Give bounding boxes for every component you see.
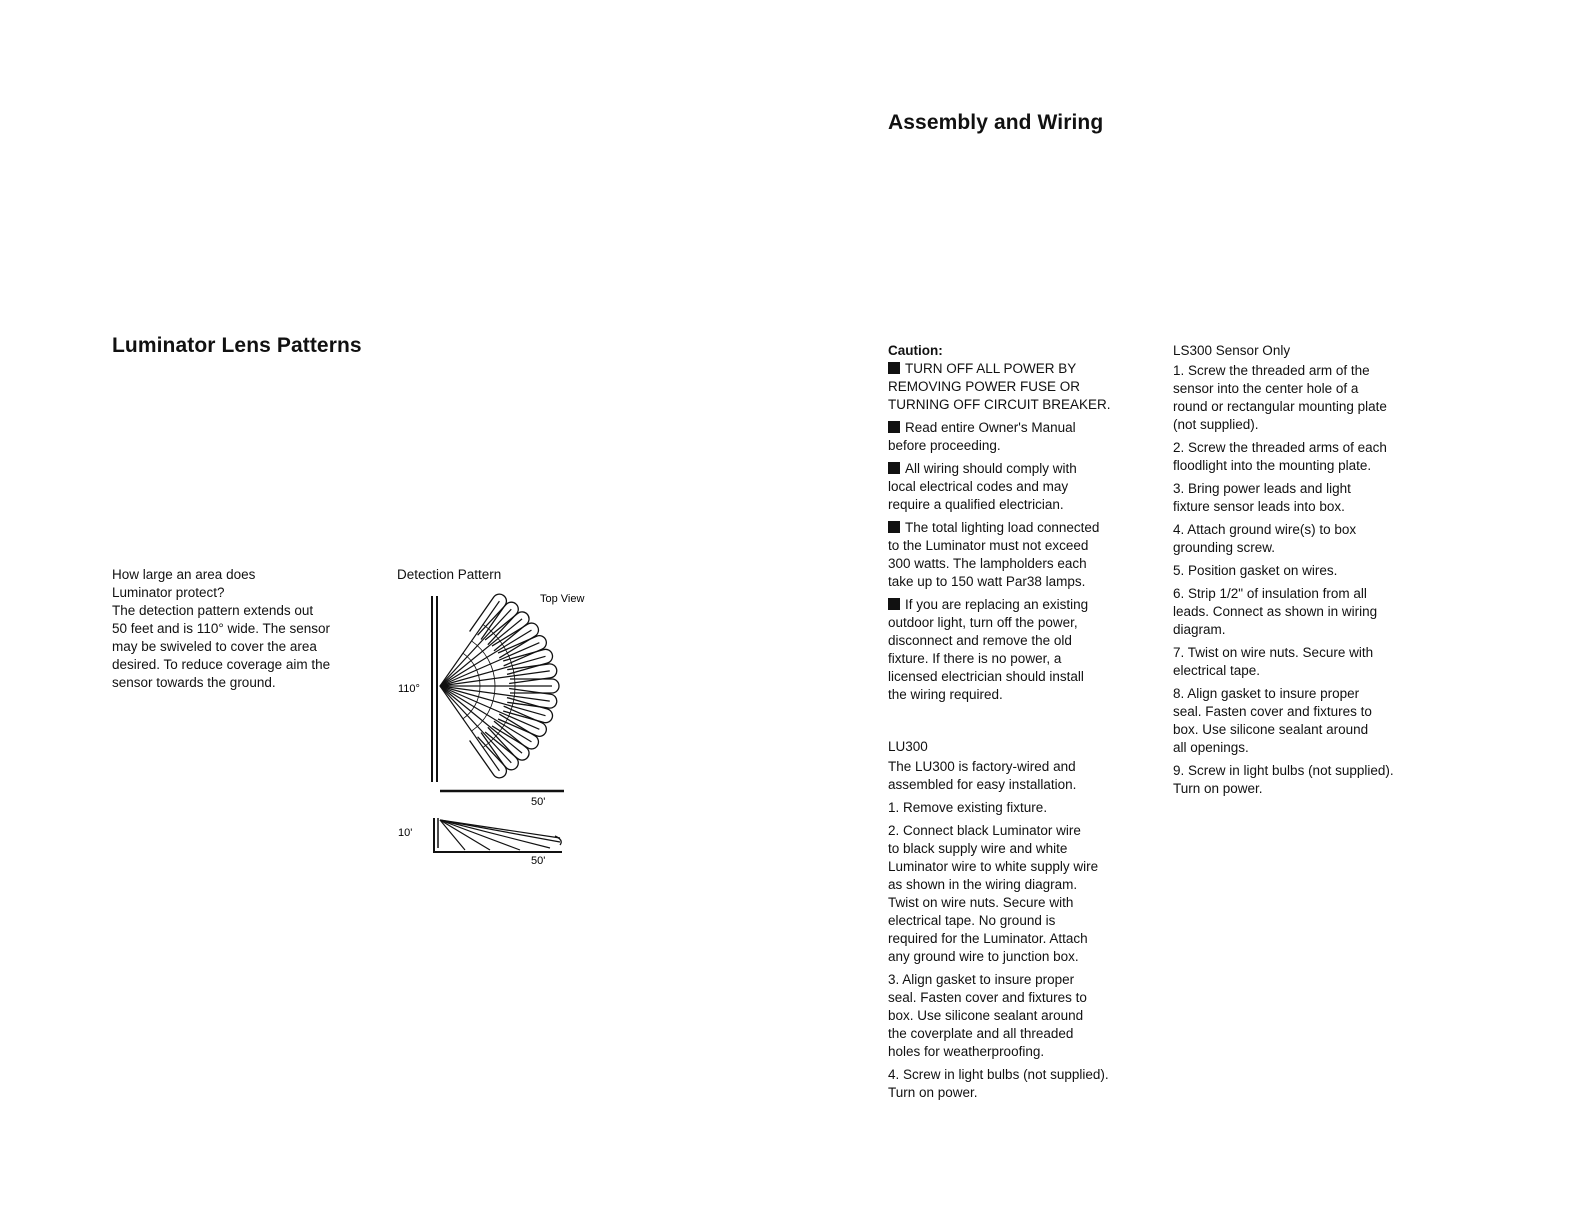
intro-question-line: How large an area does: [112, 567, 256, 582]
detection-beam: [440, 609, 511, 686]
detection-beam: [440, 686, 511, 763]
side-view-fan: [440, 820, 561, 850]
intro-body-line: sensor towards the ground.: [112, 675, 276, 690]
lu300-step: 4. Screw in light bulbs (not supplied). Turn on power.: [888, 1067, 1109, 1100]
caution-block: [888, 342, 1148, 709]
section-title-assembly: Assembly and Wiring: [888, 111, 1104, 134]
intro-body-line: may be swiveled to cover the area: [112, 639, 317, 654]
caution-item: TURN OFF ALL POWER BY REMOVING POWER FUSE OR TURNING OFF CIRCUIT BREAKER.: [888, 361, 1111, 412]
lu300-step: 3. Align gasket to insure proper seal. Fasten cover and fixtures to box. Use silicone sealant around the coverplate and all threaded holes for weatherproofing.: [888, 972, 1087, 1059]
ls300-block: [1173, 342, 1443, 803]
detection-fan: [440, 594, 559, 778]
detection-beam: [440, 686, 531, 742]
intro-body-line: desired. To reduce coverage aim the: [112, 657, 331, 672]
lu300-heading: LU300: [888, 739, 928, 754]
caution-item: All wiring should comply with local electrical codes and may require a qualified electrician.: [888, 461, 1077, 512]
ls300-heading: LS300 Sensor Only: [1173, 343, 1291, 358]
lu300-step: 2. Connect black Luminator wire to black supply wire and white Luminator wire to white supply wire as shown in the wiring diagram. Twist on wire nuts. Secure with electrical tape. No ground is required for the Luminator. Attach any ground wire to junction box.: [888, 823, 1099, 964]
ls300-step: 1. Screw the threaded arm of the sensor into the center hole of a round or rectangular mounting plate (not supplied).: [1173, 363, 1387, 432]
angle-label: 110°: [398, 683, 420, 695]
detection-beam: [440, 630, 531, 686]
intro-text: [112, 566, 372, 692]
caution-item: Read entire Owner's Manual before proceeding.: [888, 420, 1076, 453]
square-bullet-icon: [888, 598, 900, 610]
lu300-block: [888, 738, 1148, 1107]
ls300-step: 6. Strip 1/2" of insulation from all leads. Connect as shown in wiring diagram.: [1173, 586, 1378, 637]
range-label-side: 50': [531, 855, 546, 867]
ls300-step: 3. Bring power leads and light fixture sensor leads into box.: [1173, 481, 1351, 514]
intro-body-line: The detection pattern extends out: [112, 603, 314, 618]
caution-item: If you are replacing an existing outdoor light, turn off the power, disconnect and remove the old fixture. If there is no power, a licensed electrician should install the wiring required.: [888, 597, 1089, 702]
range-label-top: 50': [531, 796, 546, 808]
ls300-step: 9. Screw in light bulbs (not supplied). Turn on power.: [1173, 763, 1394, 796]
caution-item: The total lighting load connected to the Luminator must not exceed 300 watts. The lampholders each take up to 150 watt Par38 lamps.: [888, 520, 1100, 589]
intro-question-line: Luminator protect?: [112, 585, 225, 600]
ls300-step: 7. Twist on wire nuts. Secure with electrical tape.: [1173, 645, 1374, 678]
diagram-heading: Detection Pattern: [397, 567, 502, 582]
detection-pattern-diagram: [390, 586, 610, 876]
ls300-step: 5. Position gasket on wires.: [1173, 563, 1338, 578]
square-bullet-icon: [888, 521, 900, 533]
square-bullet-icon: [888, 362, 900, 374]
lu300-step: 1. Remove existing fixture.: [888, 800, 1048, 815]
ls300-step: 8. Align gasket to insure proper seal. Fasten cover and fixtures to box. Use silicone sealant around all openings.: [1173, 686, 1372, 755]
top-view-label: Top View: [540, 593, 585, 605]
ls300-step: 2. Screw the threaded arms of each floodlight into the mounting plate.: [1173, 440, 1387, 473]
intro-body-line: 50 feet and is 110° wide. The sensor: [112, 621, 331, 636]
square-bullet-icon: [888, 421, 900, 433]
section-title-lens-patterns: Luminator Lens Patterns: [112, 334, 362, 357]
height-label: 10': [398, 827, 413, 839]
square-bullet-icon: [888, 462, 900, 474]
ls300-step: 4. Attach ground wire(s) to box grounding screw.: [1173, 522, 1357, 555]
caution-heading: Caution:: [888, 343, 943, 358]
lu300-step: The LU300 is factory-wired and assembled for easy installation.: [888, 759, 1077, 792]
